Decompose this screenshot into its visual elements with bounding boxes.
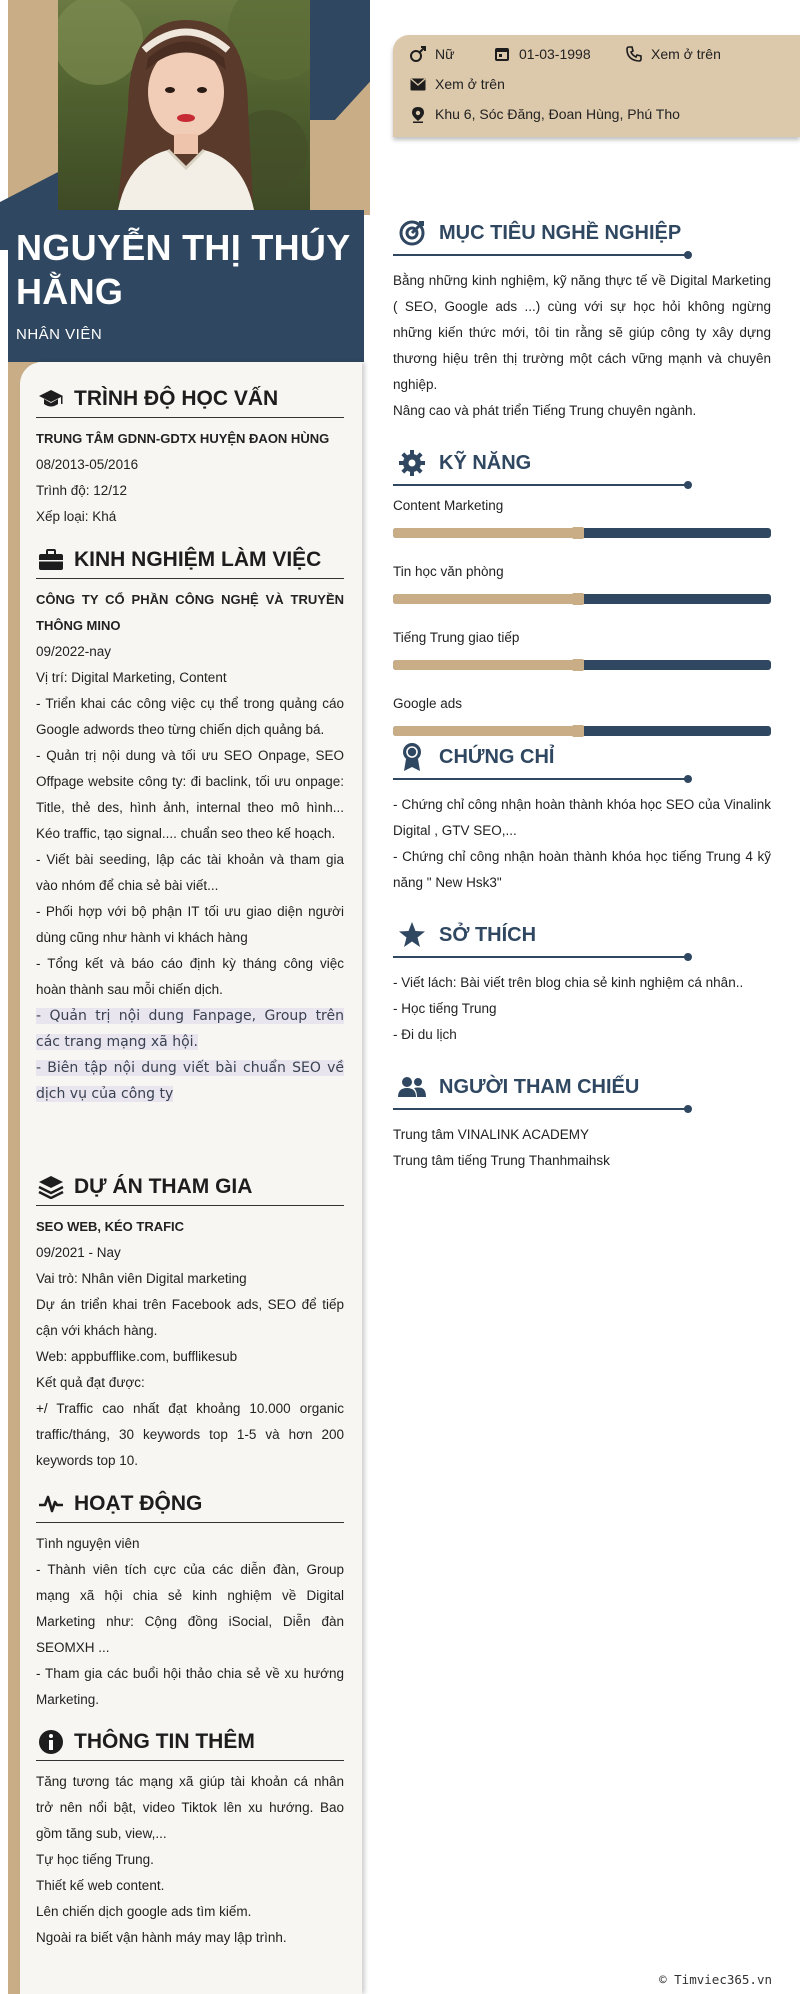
activities-header	[36, 1489, 344, 1523]
project-line: Web: appbufflike.com, bufflikesub	[36, 1349, 238, 1364]
phone-icon	[625, 45, 643, 63]
objective-divider	[393, 254, 689, 256]
skill-item	[393, 562, 771, 604]
certificates-divider	[393, 778, 689, 780]
skill-bar	[393, 594, 771, 604]
skills-header	[393, 446, 771, 480]
location-pin-icon	[409, 105, 427, 123]
hobby-line: - Đi du lịch	[393, 1027, 457, 1042]
contact-card	[393, 35, 800, 137]
references-header	[393, 1070, 771, 1104]
contact-birthday	[493, 45, 591, 63]
additional-line: Thiết kế web content.	[36, 1878, 165, 1893]
experience-task: - Triển khai các công việc cụ thể trong quảng cáo Google adwords theo từng chiến dịch quảng bá.	[36, 696, 344, 737]
additional-line: Ngoài ra biết vận hành máy may lập trình.	[36, 1930, 287, 1945]
experience-task: - Quản trị nội dung và tối ưu SEO Onpage, SEO Offpage website công ty: đi baclink, tối ưu onpage: Title, thẻ des, hình ảnh, internal theo mô hình... Kéo traffic, tạo signal.... chuẩn seo theo kế hoạch.	[36, 748, 344, 841]
certificates-body	[393, 792, 771, 896]
experience-body	[36, 587, 344, 1107]
activity-line: - Thành viên tích cực của các diễn đàn, Group mạng xã hội chia sẻ kinh nghiệm về Digital Marketing như: Cộng đồng iSocial, Diễn đàn SEOMXH ...	[36, 1562, 344, 1655]
activities-title: HOẠT ĐỘNG	[74, 1491, 203, 1515]
objective-title: MỤC TIÊU NGHỀ NGHIỆP	[439, 221, 682, 244]
hobby-line: - Học tiếng Trung	[393, 1001, 497, 1016]
experience-section	[36, 545, 344, 1107]
skills-section	[393, 446, 771, 736]
additional-title: THÔNG TIN THÊM	[74, 1729, 255, 1753]
experience-company: CÔNG TY CỔ PHẦN CÔNG NGHỆ VÀ TRUYỀN THÔNG MINO	[36, 592, 344, 633]
experience-title: KINH NGHIỆM LÀM VIỆC	[74, 547, 322, 571]
profile-photo	[58, 0, 310, 210]
reference-line: Trung tâm VINALINK ACADEMY	[393, 1127, 590, 1142]
activities-body	[36, 1531, 344, 1713]
contact-email	[409, 75, 505, 93]
additional-line: Tăng tương tác mạng xã giúp tài khoản cá nhân trở nên nổi bật, video Tiktok lên xu hướng. Bao gồm tăng sub, view,...	[36, 1774, 344, 1841]
reference-line: Trung tâm tiếng Trung Thanhmaihsk	[393, 1153, 610, 1168]
skill-item	[393, 694, 771, 736]
hobbies-section	[393, 918, 771, 1048]
education-period: 08/2013-05/2016	[36, 457, 139, 472]
additional-body	[36, 1769, 344, 1951]
skills-list	[393, 496, 771, 736]
education-title: TRÌNH ĐỘ HỌC VẤN	[74, 386, 279, 410]
experience-task: - Tổng kết và báo cáo định kỳ tháng công việc hoàn thành sau mỗi chiến dịch.	[36, 956, 344, 997]
education-header	[36, 384, 344, 418]
skill-name: Content Marketing	[393, 498, 504, 513]
users-icon	[397, 1072, 427, 1102]
project-line: Dự án triển khai trên Facebook ads, SEO để tiếp cận với khách hàng.	[36, 1297, 344, 1338]
hobbies-title: SỞ THÍCH	[439, 923, 537, 946]
project-line: Kết quả đạt được:	[36, 1375, 145, 1390]
additional-line: Tự học tiếng Trung.	[36, 1852, 154, 1867]
experience-header	[36, 545, 344, 579]
experience-role: Vị trí: Digital Marketing, Content	[36, 670, 227, 685]
contact-address	[409, 105, 680, 123]
certificates-header	[393, 740, 771, 774]
full-name: NGUYỄN THỊ THÚY HẰNG	[16, 227, 350, 312]
additional-section	[36, 1727, 344, 1951]
projects-section	[36, 1172, 344, 1474]
skill-name: Google ads	[393, 696, 463, 711]
references-divider	[393, 1108, 689, 1110]
gender-value: Nữ	[435, 46, 455, 62]
contact-phone	[625, 45, 721, 63]
certificates-section	[393, 740, 771, 896]
skill-bar	[393, 660, 771, 670]
star-icon	[397, 920, 427, 950]
footer-watermark: © Timviec365.vn	[659, 1972, 772, 1987]
gender-icon	[409, 45, 427, 63]
objective-line: Bằng những kinh nghiệm, kỹ năng thực tế về Digital Marketing ( SEO, Google ads ...) cùng với sự học hỏi không ngừng những kiến thức mới, tôi tin rằng sẽ giúp công ty xây dựng thương hiệu trên thị trường một cách vững mạnh và chuyên nghiệp.	[393, 273, 771, 392]
address-value: Khu 6, Sóc Đăng, Đoan Hùng, Phú Tho	[435, 106, 680, 122]
layers-icon	[36, 1172, 66, 1202]
education-body	[36, 426, 344, 530]
envelope-icon	[409, 75, 427, 93]
hobbies-body	[393, 970, 771, 1048]
additional-header	[36, 1727, 344, 1761]
objective-header	[393, 216, 771, 250]
certificates-title: CHỨNG CHỈ	[439, 745, 555, 768]
education-section	[36, 384, 344, 530]
project-role: Vai trò: Nhân viên Digital marketing	[36, 1271, 247, 1286]
activity-line: - Tham gia các buổi hội thảo chia sẻ về xu hướng Marketing.	[36, 1666, 344, 1707]
email-value: Xem ở trên	[435, 76, 505, 92]
projects-title: DỰ ÁN THAM GIA	[74, 1174, 253, 1198]
education-school: TRUNG TÂM GDNN-GDTX HUYỆN ĐAON HÙNG	[36, 431, 330, 446]
projects-header	[36, 1172, 344, 1206]
phone-value: Xem ở trên	[651, 46, 721, 62]
calendar-icon	[493, 45, 511, 63]
certificate-line: - Chứng chỉ công nhận hoàn thành khóa học tiếng Trung 4 kỹ năng " New Hsk3"	[393, 849, 771, 890]
education-grade: Xếp loại: Khá	[36, 509, 117, 524]
experience-highlight: - Quản trị nội dung Fanpage, Group trên các trang mạng xã hội.	[36, 1008, 344, 1050]
skill-name: Tiếng Trung giao tiếp	[393, 630, 520, 645]
additional-line: Lên chiến dịch google ads tìm kiếm.	[36, 1904, 252, 1919]
project-period: 09/2021 - Nay	[36, 1245, 121, 1260]
project-line: +/ Traffic cao nhất đạt khoảng 10.000 organic traffic/tháng, 30 keywords top 1-5 và hơn 200 keywords top 10.	[36, 1401, 344, 1468]
objective-section	[393, 216, 771, 424]
references-section	[393, 1070, 771, 1174]
skills-divider	[393, 484, 689, 486]
hobbies-divider	[393, 956, 689, 958]
graduation-cap-icon	[36, 384, 66, 414]
hobby-line: - Viết lách: Bài viết trên blog chia sẻ kinh nghiệm cá nhân..	[393, 975, 744, 990]
experience-task: - Viết bài seeding, lập các tài khoản và tham gia vào nhóm để chia sẻ bài viết...	[36, 852, 344, 893]
activity-line: Tình nguyện viên	[36, 1536, 140, 1551]
activities-section	[36, 1489, 344, 1713]
heartbeat-icon	[36, 1489, 66, 1519]
objective-line: Nâng cao và phát triển Tiếng Trung chuyên ngành.	[393, 403, 697, 418]
skills-title: KỸ NĂNG	[439, 451, 532, 474]
profile-photo-illustration	[58, 0, 310, 210]
skill-bar	[393, 528, 771, 538]
experience-period: 09/2022-nay	[36, 644, 112, 659]
job-position: NHÂN VIÊN	[16, 326, 103, 343]
hobbies-header	[393, 918, 771, 952]
medal-icon	[397, 742, 427, 772]
birthday-value: 01-03-1998	[519, 46, 591, 62]
references-body	[393, 1122, 771, 1174]
name-block	[8, 210, 364, 362]
education-level: Trình độ: 12/12	[36, 483, 128, 498]
contact-gender	[409, 45, 454, 63]
project-name: SEO WEB, KÉO TRAFIC	[36, 1219, 185, 1234]
references-title: NGƯỜI THAM CHIẾU	[439, 1075, 640, 1098]
gear-icon	[397, 448, 427, 478]
skill-item	[393, 628, 771, 670]
experience-task: - Phối hợp với bộ phận IT tối ưu giao diện người dùng cũng như hành vi khách hàng	[36, 904, 344, 945]
skill-item	[393, 496, 771, 538]
briefcase-icon	[36, 545, 66, 575]
target-icon	[397, 218, 427, 248]
info-icon	[36, 1727, 66, 1757]
objective-body	[393, 268, 771, 424]
projects-body	[36, 1214, 344, 1474]
skill-bar	[393, 726, 771, 736]
experience-highlight: - Biên tập nội dung viết bài chuẩn SEO về dịch vụ của công ty	[36, 1060, 344, 1102]
skill-name: Tin học văn phòng	[393, 564, 504, 579]
certificate-line: - Chứng chỉ công nhận hoàn thành khóa học SEO của Vinalink Digital , GTV SEO,...	[393, 797, 771, 838]
